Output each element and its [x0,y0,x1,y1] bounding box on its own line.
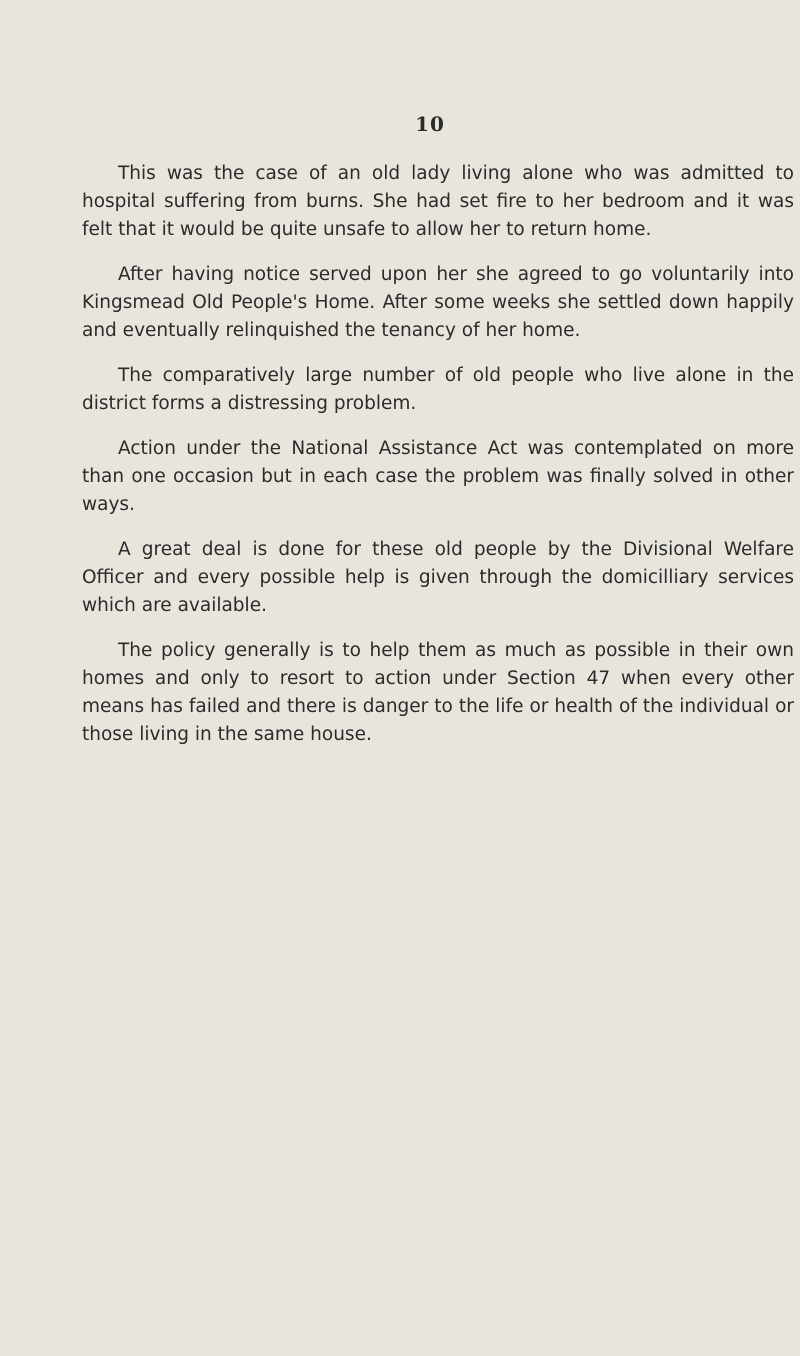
page-number: 10 [415,112,445,136]
paragraph: After having notice served upon her she agreed to go voluntarily into Kingsmead Old People's Home. After some weeks she settled down happily and eventually relinquished the tenancy of her home. [82,264,794,341]
body-text [82,160,794,766]
paragraph: Action under the National Assistance Act was contemplated on more than one occasion but in each case the problem was finally solved in other ways. [82,438,794,515]
paragraph: The comparatively large number of old people who live alone in the district forms a distressing problem. [82,365,794,414]
paragraph: The policy generally is to help them as much as possible in their own homes and only to resort to action under Section 47 when every other means has failed and there is danger to the life or health of the individual or those living in the same house. [82,640,794,745]
paragraph: This was the case of an old lady living alone who was admitted to hospital suffering from burns. She had set fire to her bedroom and it was felt that it would be quite unsafe to allow her to return home. [82,163,794,240]
paragraph: A great deal is done for these old people by the Divisional Welfare Officer and every possible help is given through the domicilliary services which are available. [82,539,794,616]
